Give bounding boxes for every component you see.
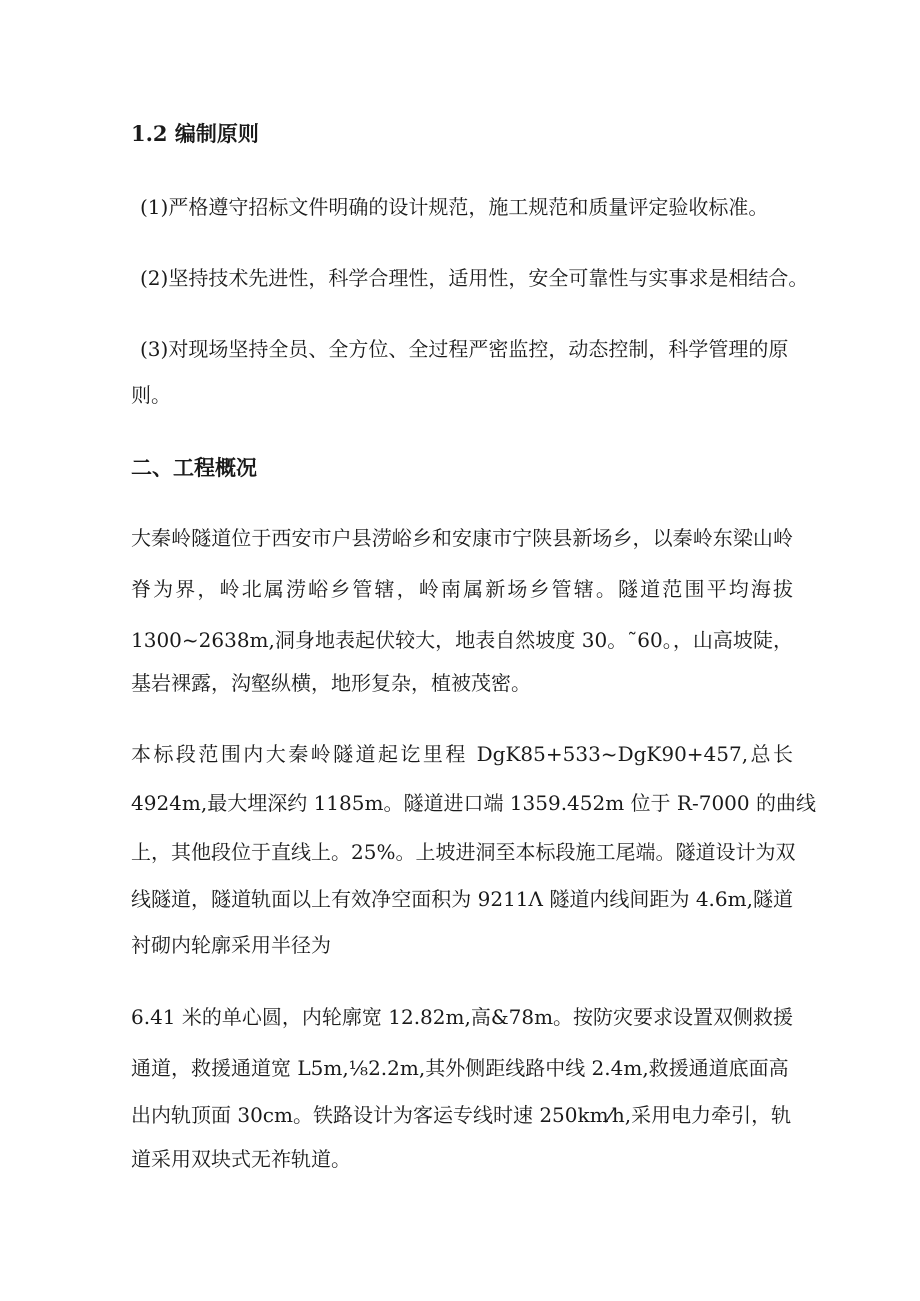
principle-item-3-continued: 则。: [131, 383, 171, 407]
principle-item-3: (3)对现场坚持全员、全方位、全过程严密监控，动态控制，科学管理的原: [140, 337, 789, 361]
overview-para3-line1: 6.41 米的单心圆，内轮廓宽 12.82m,高&78m。按防灾要求设置双侧救援: [131, 1005, 794, 1029]
overview-para2-line1: 本标段范围内大秦岭隧道起讫里程 DgK85+533~DgK90+457,总长: [131, 742, 793, 766]
overview-para3-line2: 通道，救援通道宽 L5m,⅛2.2m,其外侧距线路中线 2.4m,救援通道底面高: [131, 1056, 789, 1080]
overview-para2-line4: 线隧道，隧道轨面以上有效净空面积为 9211Λ 隧道内线间距为 4.6m,隧道: [131, 887, 793, 911]
section-heading-1-2: 1.2 编制原则: [131, 121, 259, 146]
overview-para2-line5: 衬砌内轮廓采用半径为: [131, 933, 331, 957]
overview-para1-line1: 大秦岭隧道位于西安市户县涝峪乡和安康市宁陕县新场乡，以秦岭东梁山岭: [131, 526, 793, 550]
overview-para3-line3: 出内轨顶面 30cm。铁路设计为客运专线时速 250km⁄h,采用电力牵引，轨: [131, 1103, 792, 1127]
principle-item-1: (1)严格遵守招标文件明确的设计规范，施工规范和质量评定验收标准。: [140, 195, 769, 219]
overview-para2-line2: 4924m,最大埋深约 1185m。隧道进口端 1359.452m 位于 R-7000 的曲线: [131, 791, 816, 815]
overview-para1-line4: 基岩裸露，沟壑纵横，地形复杂，植被茂密。: [131, 671, 531, 695]
overview-para1-line2: 脊为界，岭北属涝峪乡管辖，岭南属新场乡管辖。隧道范围平均海拔: [131, 577, 793, 601]
overview-para3-line4: 道采用双块式无祚轨道。: [131, 1147, 351, 1171]
section-heading-overview: 二、工程概况: [131, 455, 257, 480]
principle-item-2: (2)坚持技术先进性，科学合理性，适用性，安全可靠性与实事求是相结合。: [140, 266, 809, 290]
overview-para2-line3: 上，其他段位于直线上。25%。上坡进洞至本标段施工尾端。隧道设计为双: [131, 840, 796, 864]
overview-para1-line3: 1300~2638m,洞身地表起伏较大，地表自然坡度 30。˜60。，山高坡陡，: [131, 628, 793, 652]
